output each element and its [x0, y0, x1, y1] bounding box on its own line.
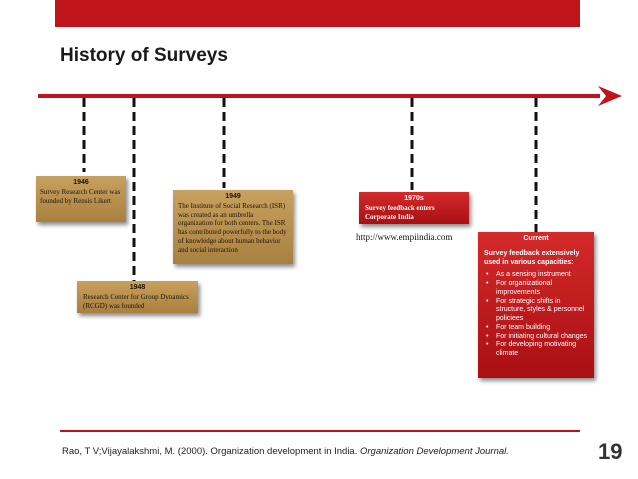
timeline-arrowhead — [598, 86, 622, 106]
list-item: • As a sensing instrument — [496, 271, 588, 280]
event-year: 1948 — [129, 284, 146, 291]
capacities-list — [484, 271, 588, 359]
event-year: 1949 — [225, 193, 241, 200]
event-text: Research Center for Group Dynamics (RCGD) was founded — [83, 292, 189, 310]
list-item: • For strategic shifts in structure, styles & personnel policiees — [496, 298, 588, 324]
source-url: http://www.empiindia.com — [356, 232, 453, 242]
event-text: Survey Research Center was founded by Rensis Likert — [40, 187, 121, 205]
list-item: • For organizational improvements — [496, 280, 588, 298]
event-year: 1970s — [404, 195, 424, 202]
event-1970s — [359, 192, 469, 224]
event-text: Survey feedback extensively used in various capacities: — [484, 249, 580, 266]
event-current — [478, 232, 594, 378]
event-text: Survey feedback enters Corporate India — [365, 203, 435, 221]
event-year: Current — [523, 235, 549, 242]
event-1946 — [36, 176, 126, 222]
event-1948 — [77, 281, 198, 313]
citation — [62, 446, 509, 457]
citation-journal: Organization Development Journal. — [360, 446, 509, 457]
slide-title: History of Surveys — [60, 45, 228, 66]
event-text: The Institute of Social Research (ISR) was created as an umbrella organization for both centers. The ISR has contributed powerfully to the body of knowledge about human behavior and social interaction — [178, 201, 287, 254]
event-year: 1946 — [73, 179, 89, 186]
page-number: 19 — [598, 439, 623, 464]
list-item: • For team building — [496, 324, 588, 333]
list-item: • For developing motivating climate — [496, 341, 588, 359]
citation-text: Rao, T V;Vijayalakshmi, M. (2000). Organization development in India. — [62, 446, 358, 457]
bottom-divider — [60, 430, 580, 432]
list-item: • For initiating cultural changes — [496, 333, 588, 342]
event-1949 — [173, 190, 293, 264]
